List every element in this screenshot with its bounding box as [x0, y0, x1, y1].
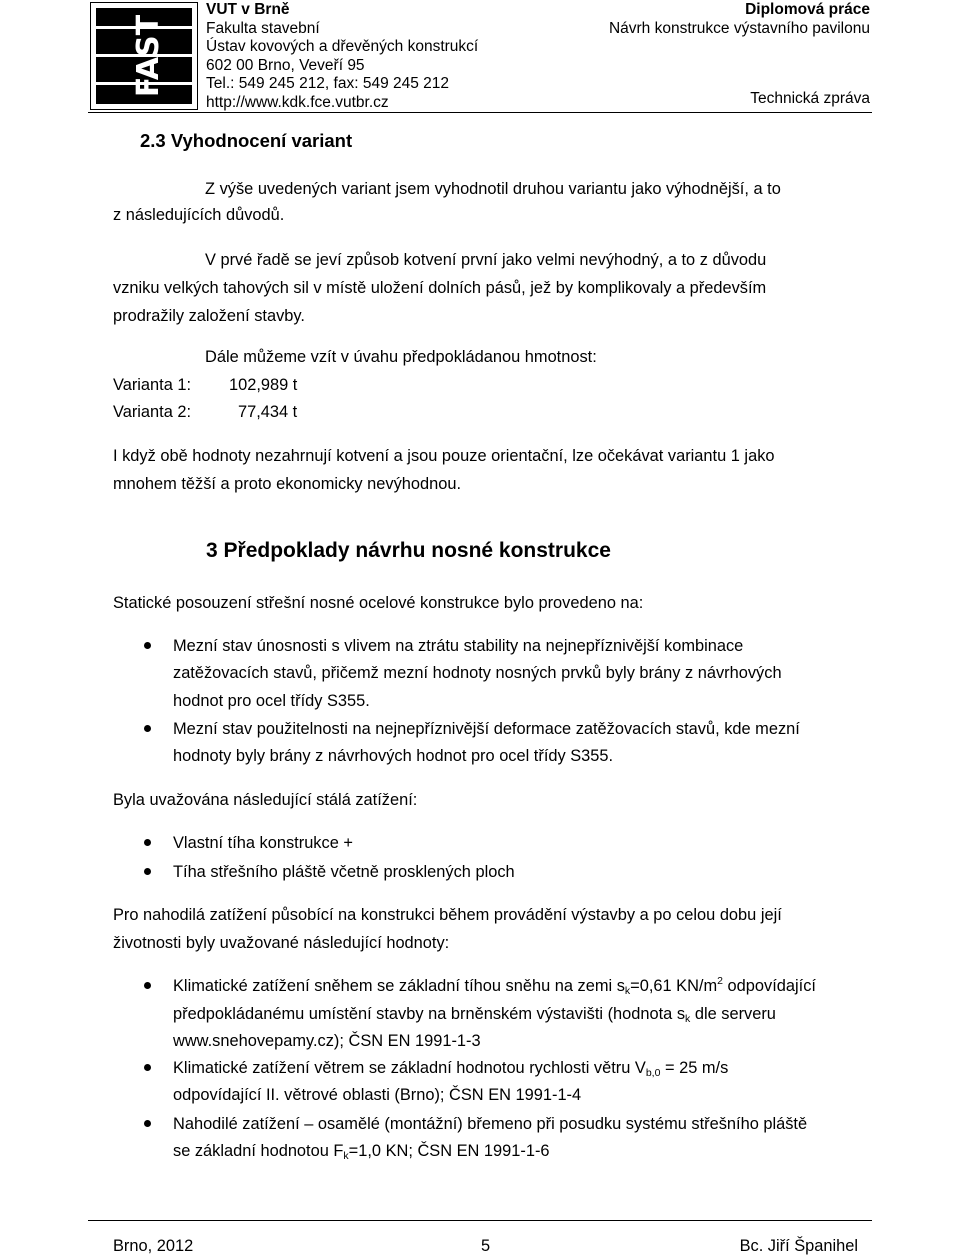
header-institution-block: [206, 1, 478, 113]
snow-text-end: odpovídající: [723, 977, 816, 995]
list-item-line: Mezní stav únosnosti s vlivem na ztrátu stability na nejnepříznivější kombinace: [173, 637, 744, 655]
snow-subscript: k: [624, 985, 631, 997]
paragraph-line: V prvé řadě se jeví způsob kotvení první jako velmi nevýhodný, a to z důvodu: [205, 251, 767, 269]
list-item-line: Nahodilé zatížení – osamělé (montážní) břemeno při posudku systému střešního pláště: [173, 1115, 808, 1133]
bullet-icon: [144, 982, 151, 989]
footer-divider: [88, 1220, 872, 1221]
document-part: Technická zpráva: [750, 90, 870, 107]
paragraph-line: prodražily založení stavby.: [113, 307, 305, 325]
footer-author: Bc. Jiří Španihel: [739, 1237, 858, 1255]
header-divider: [88, 112, 872, 113]
wind-subscript: b,0: [645, 1067, 661, 1079]
bullet-icon: [144, 1064, 151, 1071]
paragraph-line: Byla uvažována následující stálá zatížení:: [113, 791, 418, 809]
list-item-line: Tíha střešního pláště včetně prosklených ploch: [173, 863, 515, 881]
faculty-name: Fakulta stavební: [206, 19, 320, 37]
paragraph-line: mnohem těžší a proto ekonomicky nevýhodnou.: [113, 475, 462, 493]
bullet-icon: [144, 839, 151, 846]
institute-name: Ústav kovových a dřevěných konstrukcí: [206, 38, 479, 56]
snow-value: =0,61 KN/m: [630, 977, 718, 995]
address-line: 602 00 Brno, Veveří 95: [206, 56, 365, 74]
point-text: se základní hodnotou F: [173, 1142, 344, 1160]
snow-reference-link: www.snehovepamy.cz); ČSN EN 1991-1-3: [173, 1032, 481, 1050]
snow-line2-subscript: k: [685, 1013, 691, 1025]
list-item-line-point: [173, 1137, 550, 1165]
phone-fax-line: Tel.: 549 245 212, fax: 549 245 212: [206, 75, 450, 93]
list-item-line-wind: [173, 1054, 728, 1082]
section-heading-2-3: 2.3 Vyhodnocení variant: [140, 130, 353, 151]
website-link[interactable]: http://www.kdk.fce.vutbr.cz: [206, 93, 389, 111]
wind-text: Klimatické zatížení větrem se základní hodnotou rychlosti větru V: [173, 1059, 646, 1077]
page-number: 5: [481, 1237, 491, 1255]
paragraph-line: z následujících důvodů.: [113, 206, 285, 224]
thesis-type: Diplomová práce: [745, 1, 870, 18]
list-item-line: zatěžovacích stavů, přičemž mezní hodnoty nosných prvků byly brány z návrhových: [173, 664, 782, 682]
header-thesis-block: [608, 1, 870, 107]
footer-place-year: Brno, 2012: [113, 1237, 194, 1255]
svg-text:FAST: FAST: [131, 14, 166, 98]
paragraph-line: Statické posouzení střešní nosné ocelové konstrukce bylo provedeno na:: [113, 594, 644, 612]
bullet-icon: [144, 1120, 151, 1127]
bullet-icon: [144, 868, 151, 875]
list-item-line: [173, 1000, 776, 1028]
list-item-line: Vlastní tíha konstrukce +: [173, 834, 353, 852]
thesis-title: Návrh konstrukce výstavního pavilonu: [608, 19, 870, 37]
bullet-icon: [144, 725, 151, 732]
point-subscript: k: [343, 1150, 349, 1162]
snow-text: Klimatické zatížení sněhem se základní tíhou sněhu na zemi s: [173, 977, 625, 995]
paragraph-line: Pro nahodilá zatížení působící na konstrukci během provádění výstavby a po celou dobu její: [113, 906, 782, 924]
paragraph-line: Z výše uvedených variant jsem vyhodnotil druhou variantu jako výhodnější, a to: [205, 180, 781, 198]
point-value: =1,0 KN; ČSN EN 1991-1-6: [348, 1142, 550, 1160]
variant-2-mass: 77,434 t: [238, 403, 298, 421]
snow-line2-end: dle serveru: [690, 1005, 776, 1023]
bullet-icon: [144, 642, 151, 649]
fast-logo: [90, 2, 198, 110]
list-item-line-snow: [173, 972, 816, 1000]
section-heading-3: 3 Předpoklady návrhu nosné konstrukce: [206, 539, 611, 562]
university-name: VUT v Brně: [206, 1, 290, 18]
list-item-line: Mezní stav použitelnosti na nejnepříznivější deformace zatěžovacích stavů, kde mezní: [173, 720, 800, 738]
variant-1-label: Varianta 1:: [113, 376, 192, 394]
paragraph-line: Dále můžeme vzít v úvahu předpokládanou hmotnost:: [205, 348, 597, 366]
wind-value: = 25 m/s: [660, 1059, 729, 1077]
page-header: [88, 0, 872, 116]
paragraph-line: I když obě hodnoty nezahrnují kotvení a jsou pouze orientační, lze očekávat variantu 1 jako: [113, 447, 775, 465]
list-item-line: odpovídající II. větrové oblasti (Brno); ČSN EN 1991-1-4: [173, 1086, 582, 1104]
list-item-line: hodnot pro ocel třídy S355.: [173, 692, 370, 710]
variant-2-label: Varianta 2:: [113, 403, 192, 421]
snow-superscript: 2: [717, 975, 723, 987]
paragraph-line: vzniku velkých tahových sil v místě uložení dolních pásů, jež by komplikovaly a především: [113, 279, 767, 297]
variant-1-mass: 102,989 t: [229, 376, 298, 394]
snow-line2: předpokládanému umístění stavby na brněnském výstavišti (hodnota s: [173, 1005, 686, 1023]
paragraph-line: životnosti byly uvažované následující hodnoty:: [113, 934, 450, 952]
list-item-line: hodnoty byly brány z návrhových hodnot pro ocel třídy S355.: [173, 747, 614, 765]
